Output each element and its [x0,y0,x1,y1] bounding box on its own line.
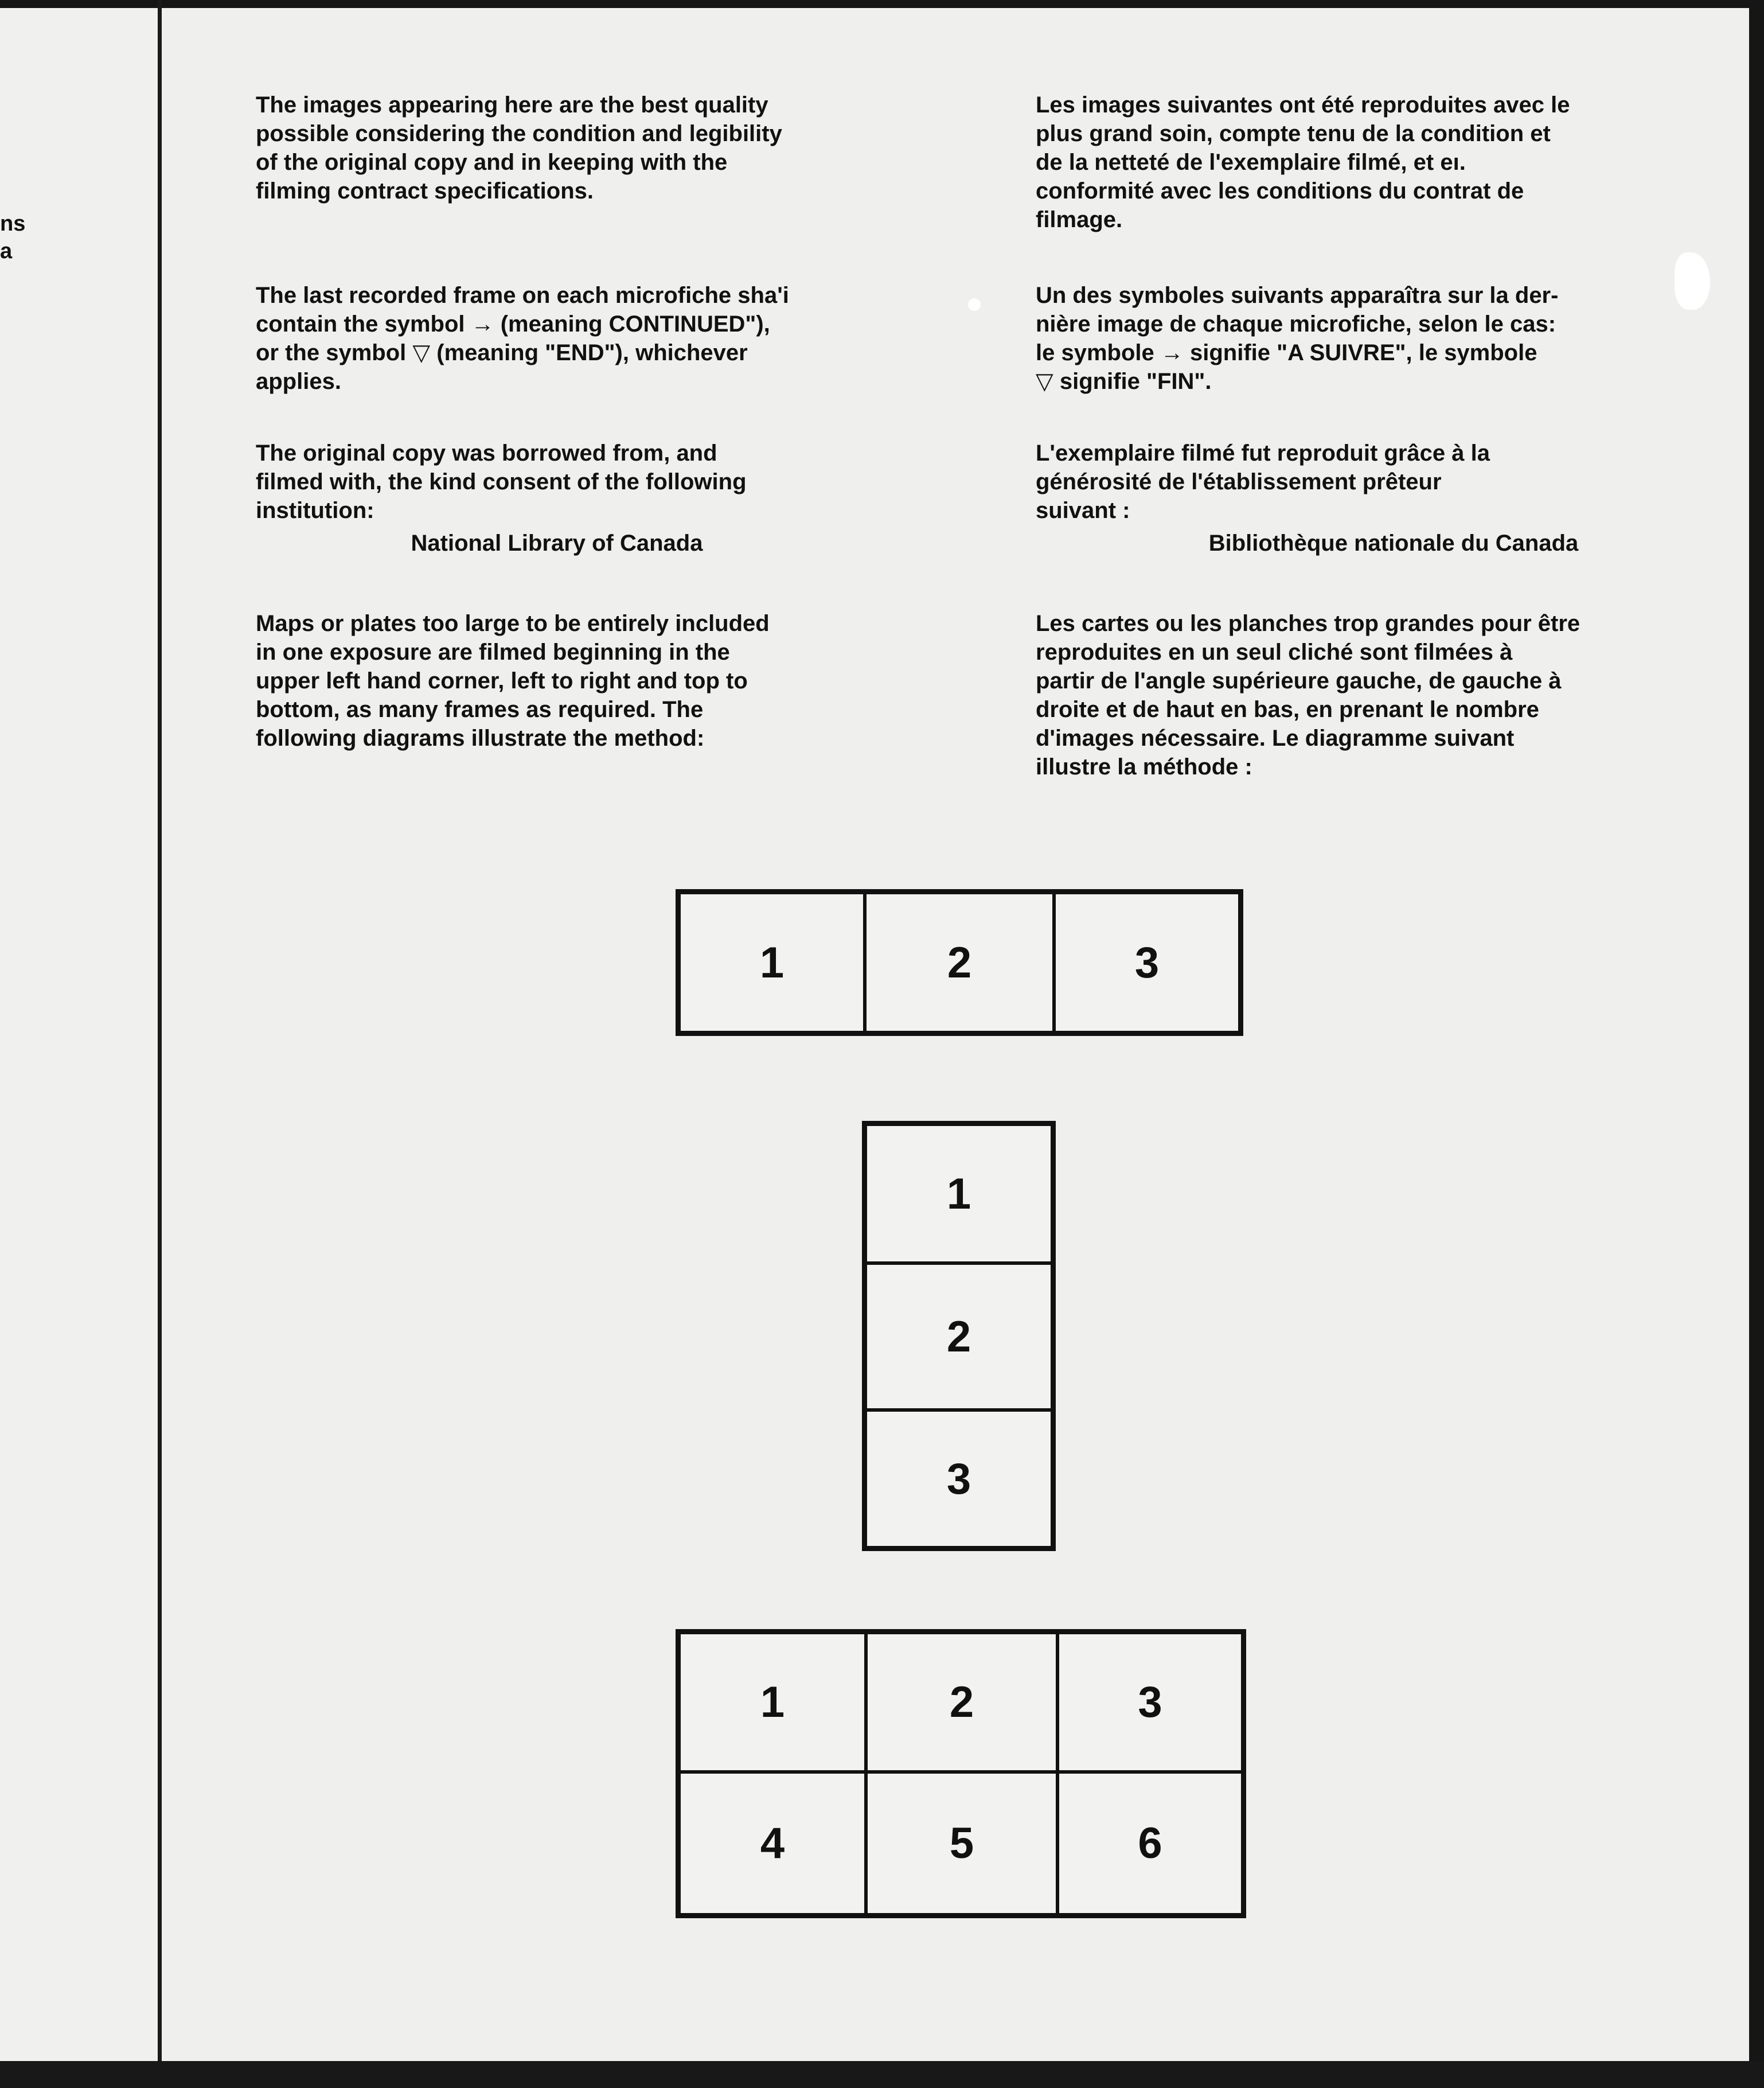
grid-frames-diagram [676,1629,1246,1918]
film-bottom-border [0,2061,1764,2088]
frame-cell: 1 [865,1124,1052,1263]
frame-cell: 1 [679,893,865,1033]
french-maps-paragraph: Les cartes ou les planches trop grandes pour être reproduites en un seul cliché sont filmées à partir de l'angle supérieure gauche, de gauche à droite et de haut en bas, en prenant le nombre d'images nécessaire. Le diagramme suivant illustre la méthode : [1036,611,1580,780]
english-institution: National Library of Canada [411,531,703,556]
french-symbols-paragraph: Un des symboles suivants apparaîtra sur la der- nière image de chaque microfiche, selon le cas: le symbole → signifie "A SUIVRE", le symbole ▽ signifie "FIN". [1036,283,1559,394]
english-symbols-paragraph: The last recorded frame on each microfiche sha'i contain the symbol → (meaning CONTINUED"), or the symbol ▽ (meaning "END"), whichever applies. [256,283,789,394]
page-divider [158,0,162,2061]
frame-cell: 3 [865,1410,1052,1548]
frame-cell: 3 [1054,893,1240,1033]
french-institution: Bibliothèque nationale du Canada [1208,531,1579,556]
frame-cell: 1 [679,1633,866,1772]
film-top-border [0,0,1764,8]
english-borrowed-paragraph: The original copy was borrowed from, and filmed with, the kind consent of the following institution: [256,441,747,523]
frame-cell: 2 [865,893,1054,1033]
horizontal-frames-diagram [676,889,1243,1036]
frame-cell: 2 [865,1263,1052,1410]
frame-cell: 4 [679,1772,866,1915]
frame-cell: 2 [866,1633,1057,1772]
film-speck [968,298,981,311]
english-quality-paragraph: The images appearing here are the best quality possible considering the condition and legibility of the original copy and in keeping with the filming contract specifications. [256,92,782,204]
french-borrowed-paragraph: L'exemplaire filmé fut reproduit grâce à la générosité de l'établissement prêteur suivant : [1036,441,1490,523]
vertical-frames-diagram [862,1121,1056,1551]
frame-cell: 5 [866,1772,1057,1915]
film-speck [1675,252,1710,310]
film-right-border [1749,0,1764,2088]
previous-page-fragment [0,8,158,2061]
french-quality-paragraph: Les images suivantes ont été reproduites avec le plus grand soin, compte tenu de la condition et de la netteté de l'exemplaire filmé, et eı. conformité avec les conditions du contrat de filmage. [1036,92,1570,232]
frame-cell: 6 [1057,1772,1243,1915]
stub-text-line: a [0,239,13,263]
stub-text-line: ns [0,212,26,236]
english-maps-paragraph: Maps or plates too large to be entirely included in one exposure are filmed beginning in the upper left hand corner, left to right and top to bottom, as many frames as required. The following diagrams illustrate the method: [256,611,770,751]
frame-cell: 3 [1057,1633,1243,1772]
